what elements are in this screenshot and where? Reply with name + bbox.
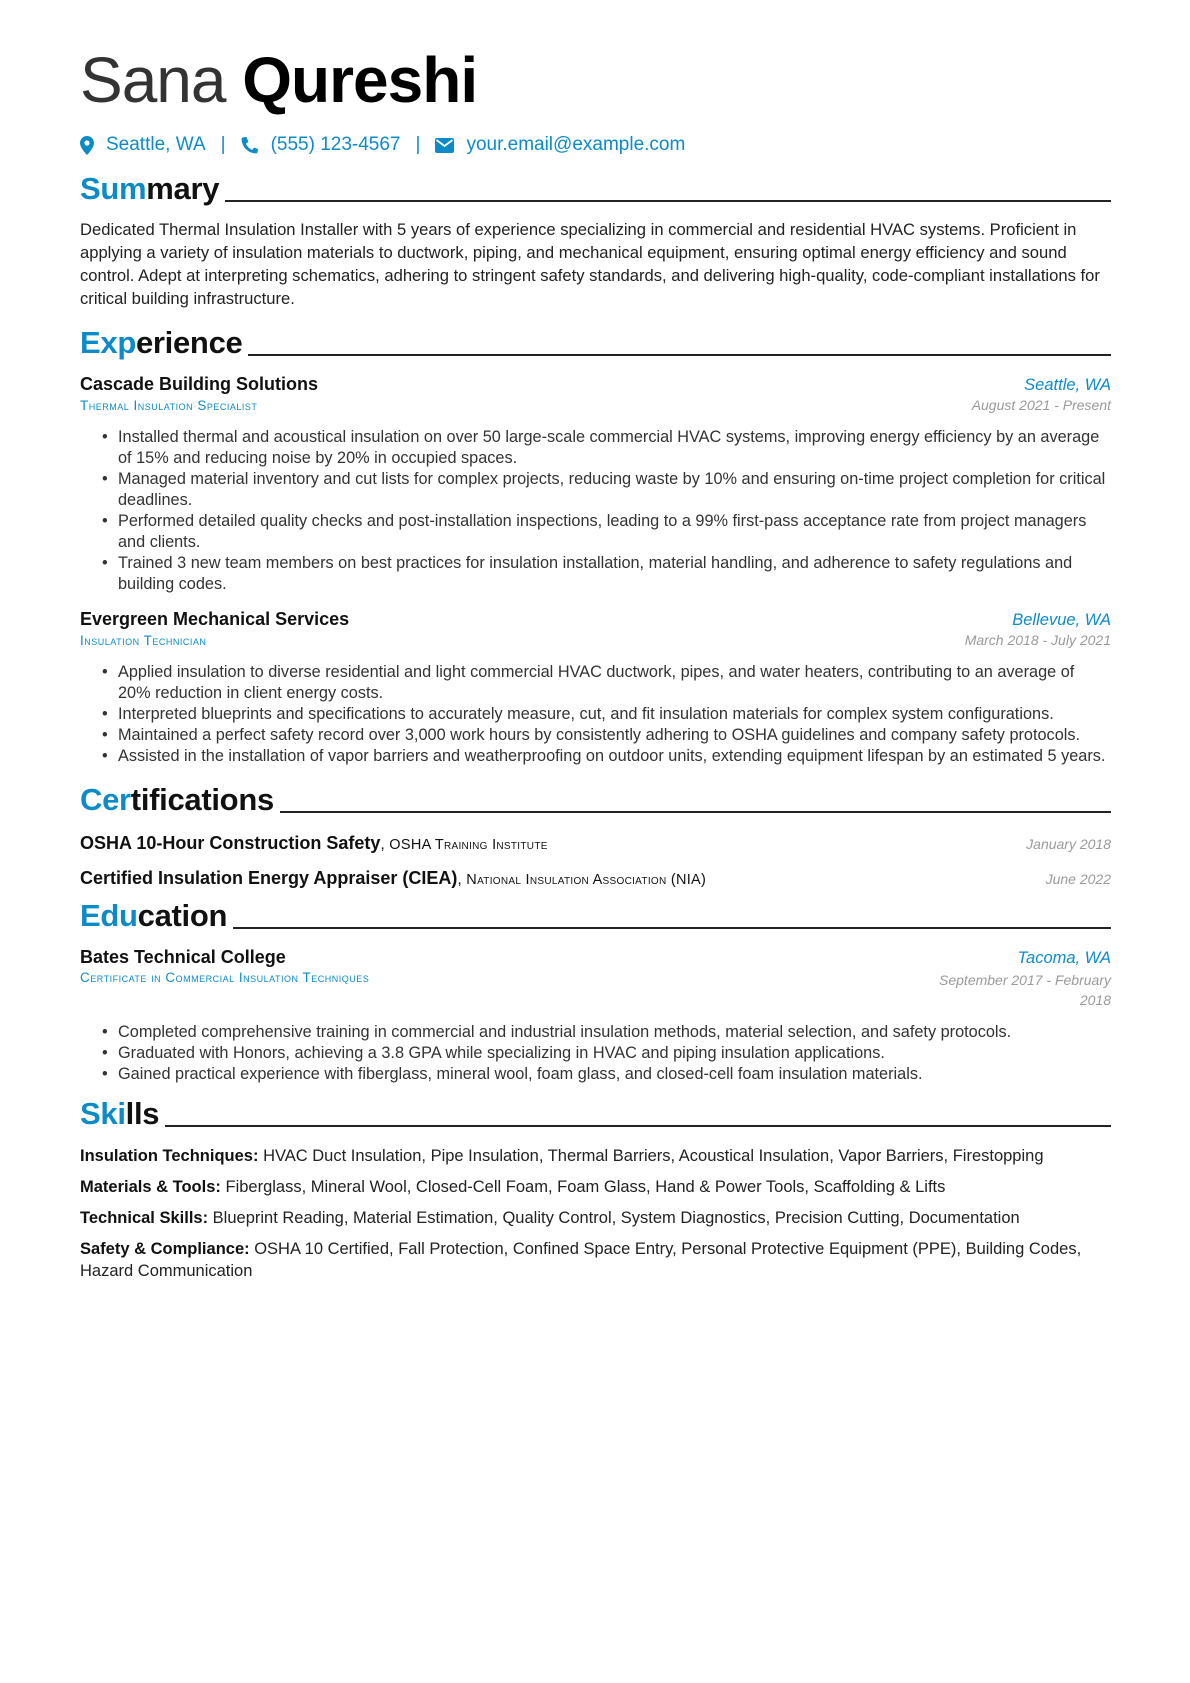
cert-date: June 2022	[1045, 871, 1111, 887]
education-entry	[80, 947, 1111, 1085]
list-item: • Performed detailed quality checks and post-installation inspections, leading to a 99% first-pass acceptance rate from project managers and clients.	[102, 511, 1111, 553]
cert-issuer: National Insulation Association (NIA)	[466, 872, 707, 888]
list-item: • Maintained a perfect safety record over 3,000 work hours by consistently adhering to OSHA guidelines and company safety protocols.	[102, 725, 1111, 746]
list-item: • Assisted in the installation of vapor barriers and weatherproofing on outdoor units, extending equipment lifespan by an estimated 5 years.	[102, 746, 1111, 767]
last-name: Qureshi	[242, 44, 478, 116]
list-item: • Applied insulation to diverse residential and light commercial HVAC ductwork, pipes, and water heaters, contributing to an average of 20% reduction in client energy costs.	[102, 662, 1111, 704]
skill-line	[80, 1207, 1111, 1229]
heading-accent: Exp	[80, 325, 136, 360]
phone-icon	[241, 136, 259, 154]
section-rule	[225, 200, 1111, 202]
certification-item: Certified Insulation Energy Appraiser (CIEA), National Insulation Association (NIA) June 2022	[80, 868, 1111, 888]
section-rule	[248, 354, 1111, 356]
skill-label: Technical Skills:	[80, 1209, 209, 1227]
email-link[interactable]: your.email@example.com	[466, 134, 686, 155]
heading-accent: Ski	[80, 1096, 126, 1131]
skill-label: Safety & Compliance:	[80, 1240, 250, 1258]
job-title: Thermal Insulation Specialist	[80, 398, 258, 413]
first-name: Sana	[80, 44, 226, 116]
job-bullets	[80, 427, 1111, 595]
job-location: Seattle, WA	[1024, 376, 1111, 394]
list-item: • Interpreted blueprints and specifications to accurately measure, cut, and fit insulation materials for complex system configurations.	[102, 704, 1111, 725]
contact-separator: |	[415, 134, 421, 155]
phone-text[interactable]: (555) 123-4567	[270, 134, 401, 155]
section-rule	[233, 927, 1111, 929]
heading-rest: tifications	[130, 782, 274, 817]
location-text: Seattle, WA	[106, 134, 206, 155]
heading-rest: cation	[137, 898, 228, 933]
envelope-icon	[435, 138, 454, 153]
summary-heading	[80, 170, 1111, 208]
list-item: • Managed material inventory and cut lists for complex projects, reducing waste by 10% and ensuring on-time project completion for critical deadlines.	[102, 469, 1111, 511]
list-item: • Trained 3 new team members on best practices for insulation installation, material handling, and adherence to safety regulations and building codes.	[102, 553, 1111, 595]
skills-heading	[80, 1095, 1111, 1133]
heading-rest: mary	[146, 171, 220, 206]
school-name: Bates Technical College	[80, 947, 286, 967]
skill-line	[80, 1238, 1111, 1282]
list-item: • Gained practical experience with fiberglass, mineral wool, foam glass, and closed-cell foam insulation materials.	[102, 1064, 1111, 1085]
heading-rest: erience	[135, 325, 243, 360]
experience-heading	[80, 324, 1111, 362]
contact-location	[80, 134, 206, 156]
skill-line	[80, 1145, 1111, 1167]
certification-item: OSHA 10-Hour Construction Safety, OSHA Training Institute January 2018	[80, 833, 1111, 853]
skill-values: Blueprint Reading, Material Estimation, Quality Control, System Diagnostics, Precision Cutting, Documentation	[212, 1209, 1020, 1227]
summary-text: Dedicated Thermal Insulation Installer with 5 years of experience specializing in commercial and residential HVAC systems. Proficient in applying a variety of insulation materials to ductwork, piping, and mechanical equipment, ensuring optimal energy efficiency and sound control. Adept at interpreting schematics, adhering to stringent safety standards, and delivering high-quality, code-compliant installations for critical building infrastructure.	[80, 220, 1100, 308]
skill-line	[80, 1176, 1111, 1198]
heading-accent: Sum	[80, 171, 147, 206]
education-dates: September 2017 - February 2018	[939, 972, 1111, 1008]
company-name: Cascade Building Solutions	[80, 374, 319, 394]
skill-values: Fiberglass, Mineral Wool, Closed-Cell Foam, Foam Glass, Hand & Power Tools, Scaffolding & Lifts	[225, 1178, 946, 1196]
list-item: • Installed thermal and acoustical insulation on over 50 large-scale commercial HVAC systems, improving energy efficiency by an average of 15% and reducing noise by 20% in occupied spaces.	[102, 427, 1111, 469]
job-entry	[80, 374, 1111, 595]
contact-bar	[80, 130, 1111, 160]
cert-name: Certified Insulation Energy Appraiser (CIEA)	[80, 868, 458, 888]
skill-values: HVAC Duct Insulation, Pipe Insulation, Thermal Barriers, Acoustical Insulation, Vapor Barriers, Firestopping	[263, 1147, 1044, 1165]
education-heading	[80, 897, 1111, 935]
skill-label: Materials & Tools:	[80, 1178, 221, 1196]
job-dates: August 2021 - Present	[971, 397, 1111, 413]
heading-rest: lls	[125, 1096, 160, 1131]
skill-label: Insulation Techniques:	[80, 1147, 259, 1165]
job-dates: March 2018 - July 2021	[964, 632, 1111, 648]
contact-phone[interactable]	[241, 134, 401, 156]
map-marker-icon	[80, 136, 94, 155]
cert-issuer: OSHA Training Institute	[389, 837, 548, 853]
program-name: Certificate in Commercial Insulation Techniques	[80, 970, 370, 985]
job-title: Insulation Technician	[80, 633, 207, 648]
job-entry	[80, 609, 1111, 767]
job-bullets	[80, 662, 1111, 767]
section-rule	[280, 811, 1111, 813]
list-item: • Graduated with Honors, achieving a 3.8 GPA while specializing in HVAC and piping insulation applications.	[102, 1043, 1111, 1064]
school-location: Tacoma, WA	[1017, 949, 1111, 967]
candidate-name	[80, 42, 1111, 118]
contact-separator: |	[220, 134, 226, 155]
company-name: Evergreen Mechanical Services	[80, 609, 350, 629]
skill-values: OSHA 10 Certified, Fall Protection, Confined Space Entry, Personal Protective Equipment (PPE), Building Codes, Hazard Communication	[80, 1240, 1082, 1280]
heading-accent: Edu	[80, 898, 138, 933]
list-item: • Completed comprehensive training in commercial and industrial insulation methods, material selection, and safety protocols.	[102, 1022, 1111, 1043]
section-rule	[165, 1125, 1111, 1127]
education-bullets	[80, 1022, 1111, 1085]
cert-date: January 2018	[1026, 836, 1111, 852]
certifications-heading	[80, 781, 1111, 819]
cert-name: OSHA 10-Hour Construction Safety	[80, 833, 381, 853]
heading-accent: Cer	[80, 782, 131, 817]
contact-email[interactable]	[435, 134, 685, 156]
job-location: Bellevue, WA	[1012, 611, 1111, 629]
